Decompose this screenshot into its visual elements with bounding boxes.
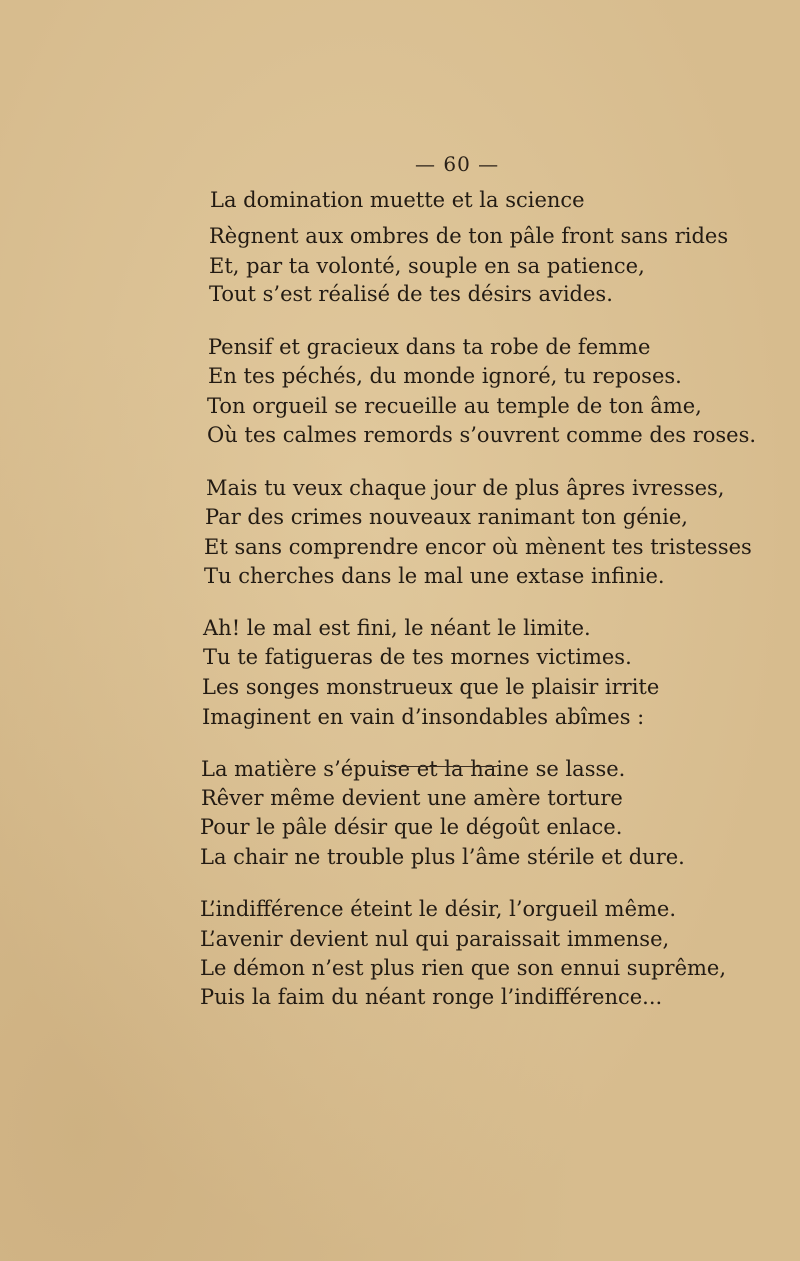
verse-line: Et sans comprendre encor où mènent tes tristesses — [204, 535, 752, 559]
verse-line: La matière s’épuise et la haine se lasse. — [201, 757, 626, 781]
verse-line: Mais tu veux chaque jour de plus âpres ivresses, — [206, 476, 725, 500]
verse-line: Où tes calmes remords s’ouvrent comme des roses. — [207, 423, 757, 447]
verse-line: Ah! le mal est fini, le néant le limite. — [203, 616, 591, 640]
verse-line: Règnent aux ombres de ton pâle front sans rides — [209, 224, 729, 248]
verse-line: Le démon n’est plus rien que son ennui suprême, — [200, 956, 727, 980]
verse-line: L’indifférence éteint le désir, l’orgueil même. — [200, 897, 677, 921]
verse-line: Imaginent en vain d’insondables abîmes : — [202, 705, 645, 729]
verse-line: En tes péchés, du monde ignoré, tu reposes. — [208, 364, 682, 388]
verse-line: Et, par ta volonté, souple en sa patience, — [209, 254, 645, 278]
verse-line: Tout s’est réalisé de tes désirs avides. — [209, 282, 613, 306]
verse-line: L’avenir devient nul qui paraissait immense, — [200, 927, 670, 951]
verse-line: Tu te fatigueras de tes mornes victimes. — [203, 645, 632, 669]
verse-line: La domination muette et la science — [210, 188, 585, 212]
verse-line: Rêver même devient une amère torture — [201, 786, 623, 810]
verse-line: Ton orgueil se recueille au temple de ton âme, — [207, 394, 702, 418]
end-rule — [385, 766, 497, 767]
page-number: — 60 — — [415, 152, 500, 176]
verse-line: Pour le pâle désir que le dégoût enlace. — [200, 815, 623, 839]
verse-line: Les songes monstrueux que le plaisir irrite — [202, 675, 660, 699]
verse-line: Par des crimes nouveaux ranimant ton génie, — [205, 505, 688, 529]
verse-line: Puis la faim du néant ronge l’indifférence... — [200, 985, 663, 1009]
verse-line: Tu cherches dans le mal une extase infinie. — [204, 564, 665, 588]
verse-line: La chair ne trouble plus l’âme stérile et dure. — [200, 845, 685, 869]
verse-line: Pensif et gracieux dans ta robe de femme — [208, 335, 651, 359]
